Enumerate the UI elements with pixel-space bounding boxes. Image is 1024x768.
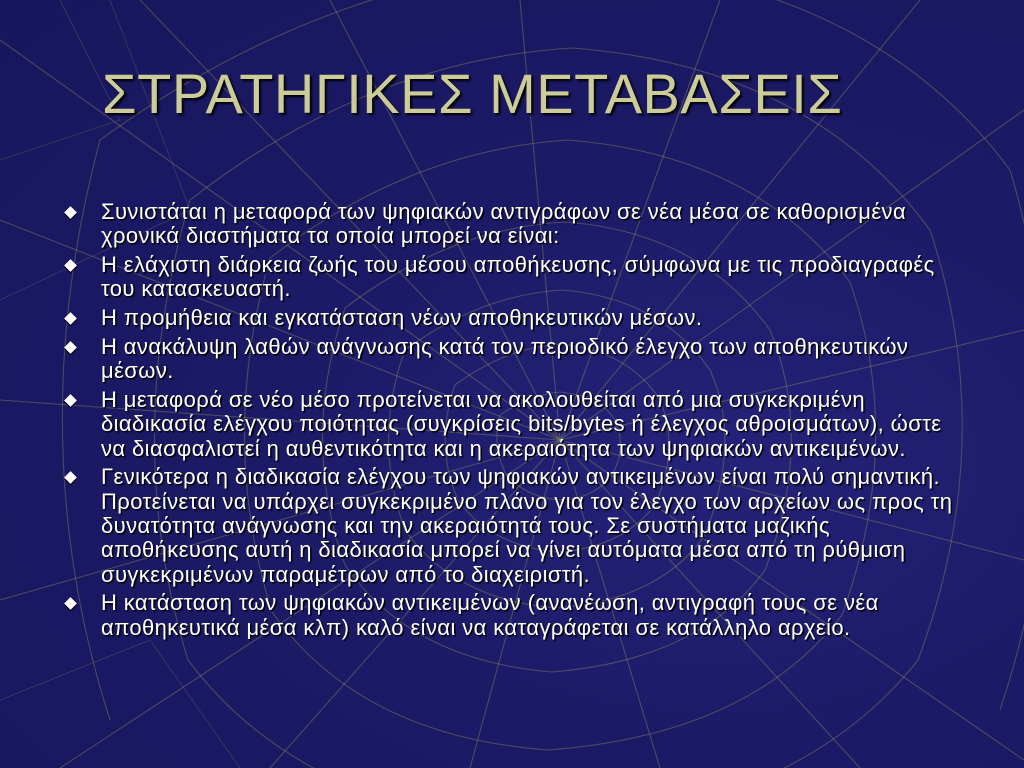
diamond-bullet-icon <box>64 394 77 407</box>
diamond-bullet-icon <box>64 341 77 354</box>
diamond-bullet-icon <box>64 312 77 325</box>
list-item <box>64 253 964 302</box>
bullet-text: Συνιστάται η μεταφορά των ψηφιακών αντιγράφων σε νέα μέσα σε καθορισμένα χρονικά διαστήματα τα οποία μπορεί να είναι: <box>101 199 907 249</box>
list-item <box>64 465 964 586</box>
list-item <box>64 200 964 249</box>
bullet-list <box>64 200 964 645</box>
bullet-text: Γενικότερα η διαδικασία ελέγχου των ψηφιακών αντικειμένων είναι πολύ σημαντική. Προτείνεται να υπάρχει συγκεκριμένο πλάνο για τον έλεγχο των αρχείων ως προς τη δυνατότητα ανάγνωσης και την ακεραιότητά τους. Σε συστήματα μαζικής αποθήκευσης αυτή η διαδικασία μπορεί να γίνει αυτόματα μέσα από τη ρύθμιση συγκεκριμένων παραμέτρων από το διαχειριστή. <box>101 464 953 587</box>
list-item <box>64 591 964 640</box>
list-item <box>64 388 964 461</box>
diamond-bullet-icon <box>64 598 77 611</box>
slide-title: ΣΤΡΑΤΗΓΙΚΕΣ ΜΕΤΑΒΑΣΕΙΣ <box>102 62 843 125</box>
list-item <box>64 335 964 384</box>
diamond-bullet-icon <box>64 206 77 219</box>
bullet-text: Η μεταφορά σε νέο μέσο προτείνεται να ακολουθείται από μια συγκεκριμένη διαδικασία ελέγχου ποιότητας (συγκρίσεις bits/bytes ή έλεγχος αθροισμάτων), ώστε να διασφαλιστεί η αυθεντικότητα και η ακεραιότητα των ψηφιακών αντικειμένων. <box>101 387 942 461</box>
bullet-text: Η ελάχιστη διάρκεια ζωής του μέσου αποθήκευσης, σύμφωνα με τις προδιαγραφές του κατασκευαστή. <box>101 252 935 302</box>
bullet-text: Η κατάσταση των ψηφιακών αντικειμένων (ανανέωση, αντιγραφή τους σε νέα αποθηκευτικά μέσα κλπ) καλό είναι να καταγράφεται σε κατάλληλο αρχείο. <box>101 590 879 640</box>
bullet-text: Η ανακάλυψη λαθών ανάγνωσης κατά τον περιοδικό έλεγχο των αποθηκευτικών μέσων. <box>101 333 909 384</box>
diamond-bullet-icon <box>64 472 77 485</box>
bullet-text: Η προμήθεια και εγκατάσταση νέων αποθηκευτικών μέσων. <box>101 305 703 331</box>
diamond-bullet-icon <box>64 259 77 272</box>
list-item <box>64 306 964 330</box>
